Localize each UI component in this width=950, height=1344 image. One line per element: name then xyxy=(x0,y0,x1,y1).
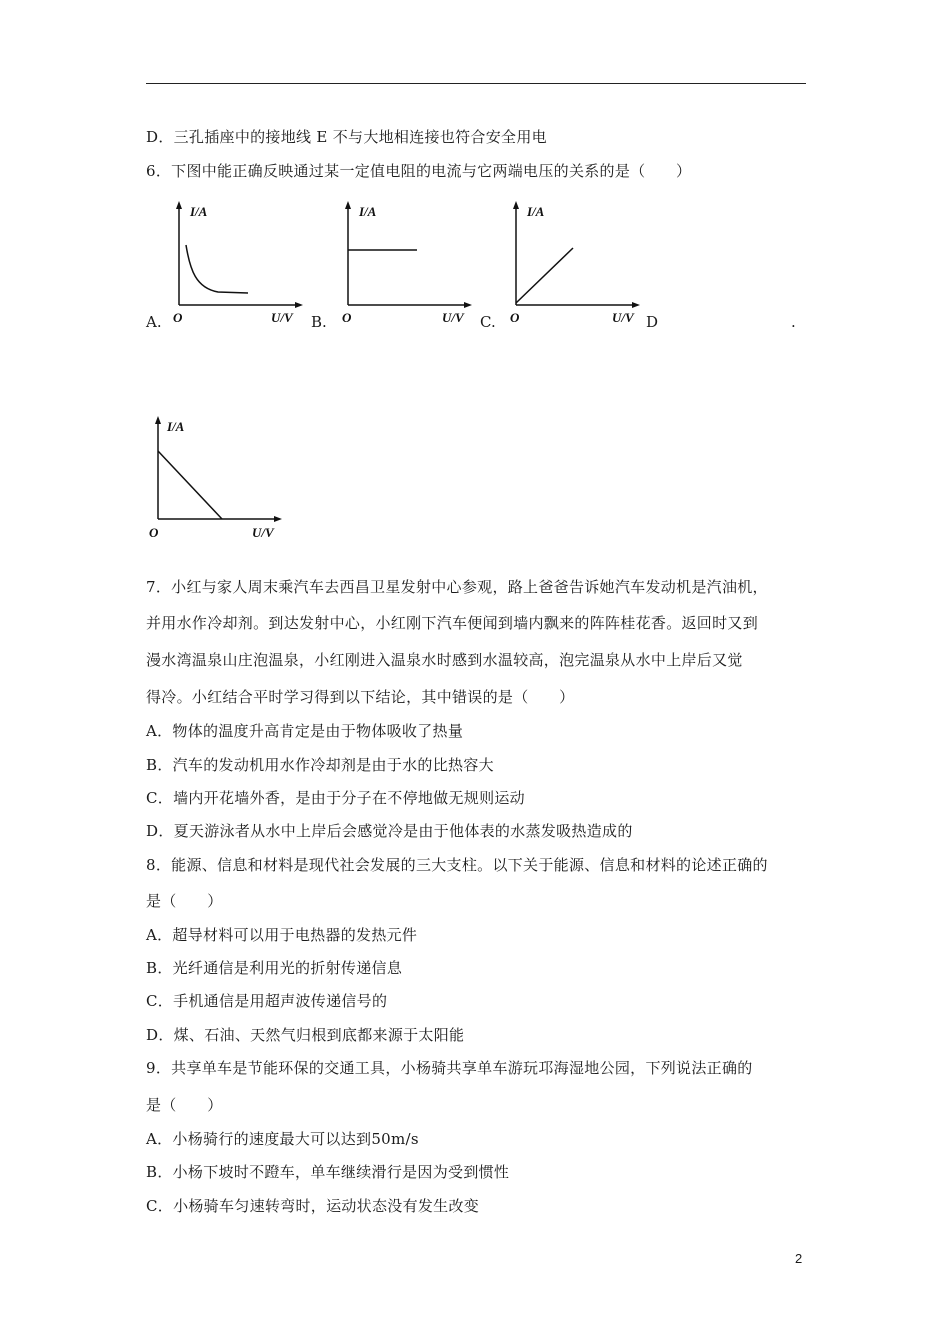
q6-label-a: A. xyxy=(146,313,162,331)
x-axis-label: U/V xyxy=(271,310,293,325)
y-axis-label: I/A xyxy=(359,204,377,219)
q9-stem-line-2: 是（ ） xyxy=(146,1096,223,1114)
origin-label: O xyxy=(149,525,159,540)
x-axis-label: U/V xyxy=(612,310,634,325)
y-axis-arrow-icon xyxy=(176,201,182,209)
q8-stem-line-1: 8．能源、信息和材料是现代社会发展的三大支柱。以下关于能源、信息和材料的论述正确的 xyxy=(146,856,768,874)
inverse-curve xyxy=(186,245,248,293)
q9-option-a: A．小杨骑行的速度最大可以达到50m/s xyxy=(146,1130,419,1148)
falling-line xyxy=(158,451,222,519)
y-axis-arrow-icon xyxy=(513,201,519,209)
q7-option-a: A．物体的温度升高肯定是由于物体吸收了热量 xyxy=(146,722,464,740)
q7-stem-line-2: 并用水作冷却剂。到达发射中心，小红刚下汽车便闻到墙内飘来的阵阵桂花香。返回时又到 xyxy=(146,614,759,632)
y-axis-label: I/A xyxy=(527,204,545,219)
x-axis-label: U/V xyxy=(442,310,464,325)
q8-option-c: C．手机通信是用超声波传递信号的 xyxy=(146,992,388,1010)
rising-line xyxy=(516,248,573,303)
q6-label-b: B. xyxy=(311,313,327,331)
graph-d xyxy=(147,415,287,545)
y-axis-label: I/A xyxy=(167,419,185,434)
q7-option-d: D．夏天游泳者从水中上岸后会感觉冷是由于他体表的水蒸发吸热造成的 xyxy=(146,822,633,840)
origin-label: O xyxy=(173,310,183,325)
header-rule xyxy=(146,83,806,84)
page-number: 2 xyxy=(795,1251,803,1266)
x-axis-arrow-icon xyxy=(295,302,303,308)
q6-stem: 6．下图中能正确反映通过某一定值电阻的电流与它两端电压的关系的是（ ） xyxy=(146,162,692,180)
q6-label-dot: . xyxy=(791,313,796,331)
q7-stem-line-4: 得冷。小红结合平时学习得到以下结论，其中错误的是（ ） xyxy=(146,688,575,706)
q8-stem-line-2: 是（ ） xyxy=(146,892,223,910)
graph-c xyxy=(505,200,645,330)
x-axis-label: U/V xyxy=(252,525,274,540)
y-axis-arrow-icon xyxy=(155,416,161,424)
origin-label: O xyxy=(342,310,352,325)
q8-option-b: B．光纤通信是利用光的折射传递信息 xyxy=(146,959,403,977)
q6-label-d: D xyxy=(646,313,659,331)
q7-stem-line-3: 漫水湾温泉山庄泡温泉，小红刚进入温泉水时感到水温较高，泡完温泉从水中上岸后又觉 xyxy=(146,651,743,669)
y-axis-arrow-icon xyxy=(345,201,351,209)
y-axis-label: I/A xyxy=(190,204,208,219)
x-axis-arrow-icon xyxy=(632,302,640,308)
q9-option-b: B．小杨下坡时不蹬车，单车继续滑行是因为受到惯性 xyxy=(146,1163,510,1181)
q7-stem-line-1: 7．小红与家人周末乘汽车去西昌卫星发射中心参观，路上爸爸告诉她汽车发动机是汽油机， xyxy=(146,578,768,596)
q7-option-c: C．墙内开花墙外香，是由于分子在不停地做无规则运动 xyxy=(146,789,525,807)
graph-a xyxy=(168,200,308,330)
graph-b xyxy=(337,200,477,330)
x-axis-arrow-icon xyxy=(464,302,472,308)
q8-option-a: A．超导材料可以用于电热器的发热元件 xyxy=(146,926,418,944)
q8-option-d: D．煤、石油、天然气归根到底都来源于太阳能 xyxy=(146,1026,465,1044)
q7-option-b: B．汽车的发动机用水作冷却剂是由于水的比热容大 xyxy=(146,756,494,774)
q9-option-c: C．小杨骑车匀速转弯时，运动状态没有发生改变 xyxy=(146,1197,480,1215)
x-axis-arrow-icon xyxy=(274,516,282,522)
q5-option-d: D．三孔插座中的接地线 E 不与大地相连接也符合安全用电 xyxy=(146,128,547,146)
q6-label-c: C. xyxy=(480,313,496,331)
q9-stem-line-1: 9．共享单车是节能环保的交通工具，小杨骑共享单车游玩邛海湿地公园，下列说法正确的 xyxy=(146,1059,753,1077)
origin-label: O xyxy=(510,310,520,325)
